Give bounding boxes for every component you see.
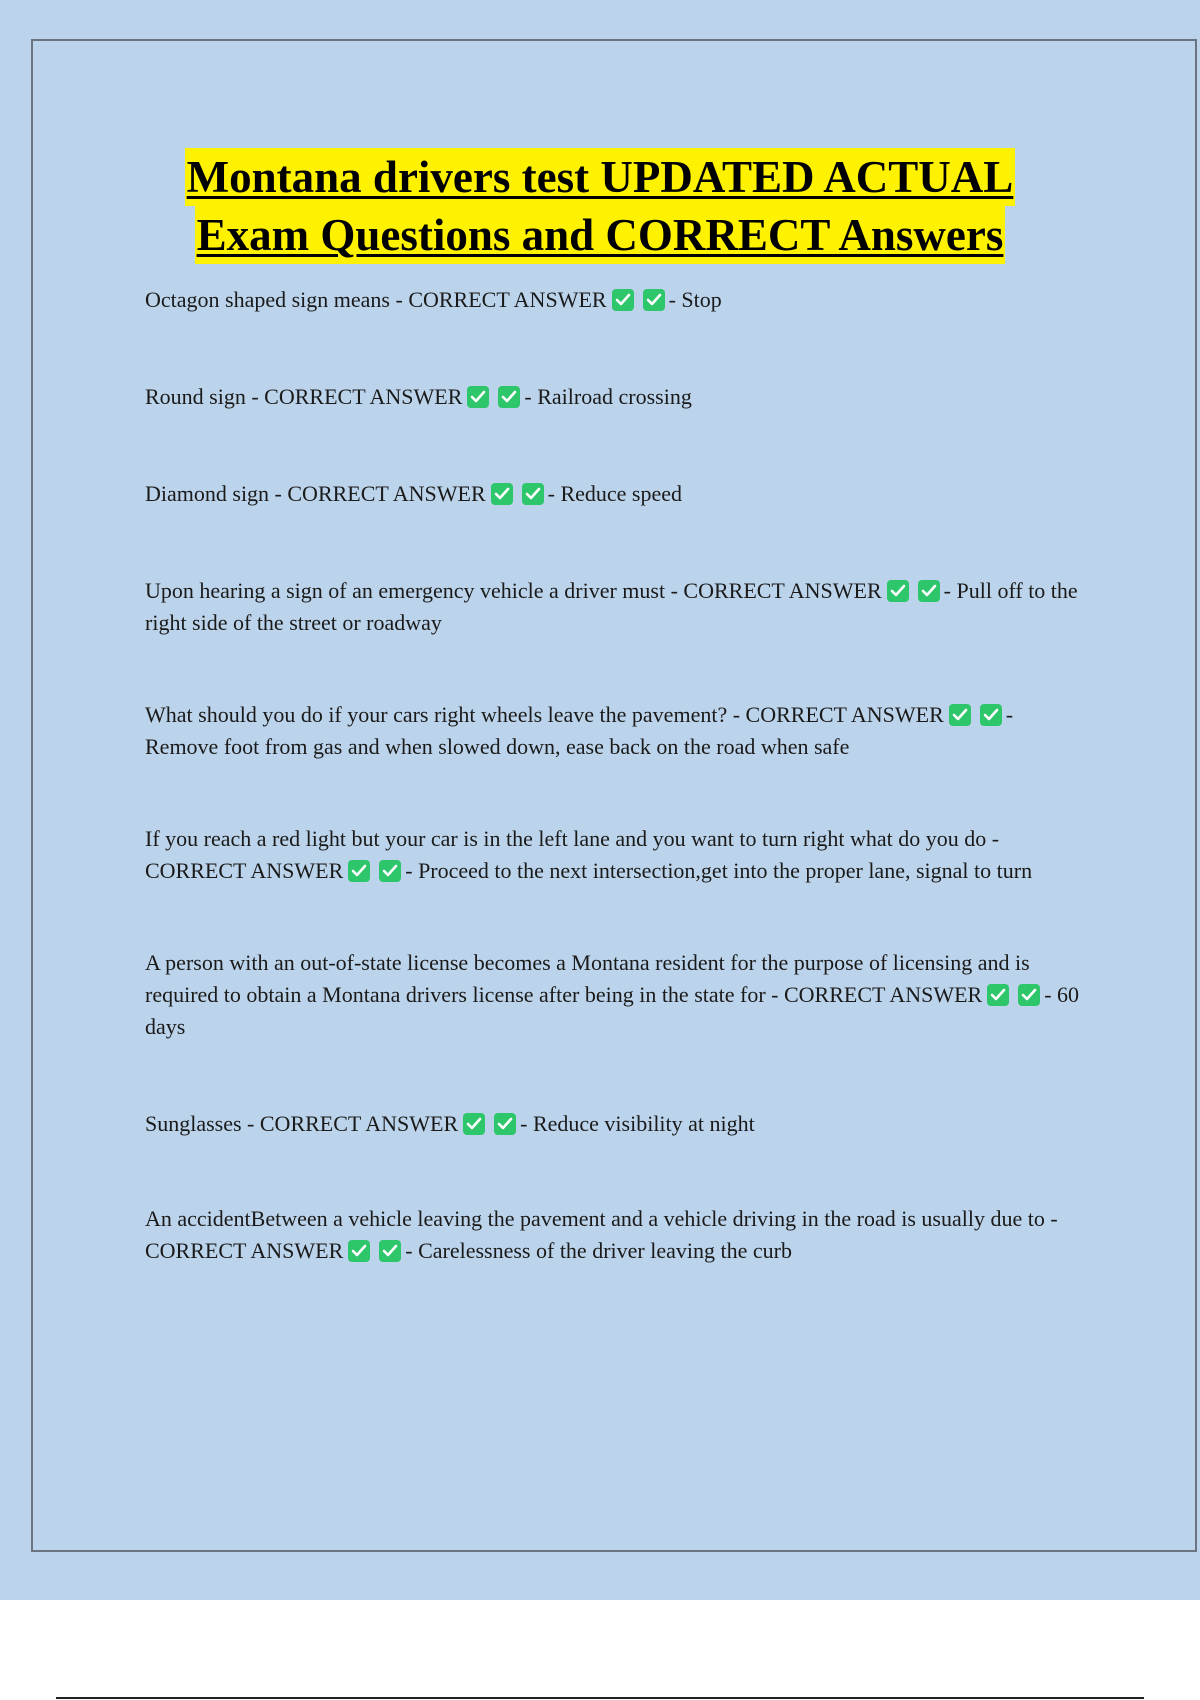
question-text: Round sign - CORRECT ANSWER	[145, 384, 463, 409]
answer-text: - Reduce visibility at night	[520, 1111, 755, 1136]
question-text: Upon hearing a sign of an emergency vehicle a driver must - CORRECT ANSWER	[145, 578, 882, 603]
check-icon	[522, 483, 544, 505]
footer-rule	[56, 1697, 1144, 1699]
check-icon	[491, 483, 513, 505]
answer-text: - Pull off to the right side of the street or roadway	[145, 578, 1078, 635]
question-text: An accidentBetween a vehicle leaving the pavement and a vehicle driving in the road is usually due to - CORRECT ANSWER	[145, 1206, 1058, 1263]
check-icon	[918, 580, 940, 602]
check-icon	[463, 1113, 485, 1135]
question-text: Octagon shaped sign means - CORRECT ANSWER	[145, 287, 607, 312]
check-icon	[467, 386, 489, 408]
question-text: A person with an out-of-state license becomes a Montana resident for the purpose of licensing and is required to obtain a Montana drivers license after being in the state for - CORRECT ANSWER	[145, 950, 1030, 1007]
question-text: What should you do if your cars right wheels leave the pavement? - CORRECT ANSWER	[145, 702, 944, 727]
qa-item	[145, 1203, 1090, 1267]
answer-text: - Carelessness of the driver leaving the curb	[405, 1238, 792, 1263]
answer-text: - Railroad crossing	[524, 384, 692, 409]
answer-text: - Remove foot from gas and when slowed down, ease back on the road when safe	[145, 702, 1014, 759]
qa-item	[145, 381, 1090, 413]
qa-item	[145, 699, 1090, 763]
qa-item	[145, 823, 1090, 887]
qa-item	[145, 575, 1090, 639]
check-icon	[494, 1113, 516, 1135]
answer-text: - Stop	[668, 287, 722, 312]
check-icon	[348, 1240, 370, 1262]
check-icon	[348, 860, 370, 882]
check-icon	[887, 580, 909, 602]
answer-text: - Reduce speed	[547, 481, 683, 506]
answer-text: - 60 days	[145, 982, 1080, 1039]
check-icon	[612, 289, 634, 311]
title-line-1: Montana drivers test UPDATED ACTUAL	[185, 148, 1016, 206]
title-line-2: Exam Questions and CORRECT Answers	[195, 206, 1006, 264]
qa-item	[145, 284, 1090, 316]
qa-list	[145, 284, 1090, 1267]
question-text: Sunglasses - CORRECT ANSWER	[145, 1111, 459, 1136]
qa-item	[145, 947, 1090, 1043]
check-icon	[949, 704, 971, 726]
check-icon	[643, 289, 665, 311]
check-icon	[987, 984, 1009, 1006]
qa-item	[145, 478, 1090, 510]
page-title	[0, 148, 1200, 264]
question-text: If you reach a red light but your car is in the left lane and you want to turn right what do you do - CORRECT ANSWER	[145, 826, 1000, 883]
qa-item	[145, 1108, 1090, 1140]
check-icon	[1018, 984, 1040, 1006]
answer-text: - Proceed to the next intersection,get into the proper lane, signal to turn	[405, 858, 1033, 883]
check-icon	[498, 386, 520, 408]
check-icon	[379, 860, 401, 882]
check-icon	[980, 704, 1002, 726]
check-icon	[379, 1240, 401, 1262]
question-text: Diamond sign - CORRECT ANSWER	[145, 481, 486, 506]
